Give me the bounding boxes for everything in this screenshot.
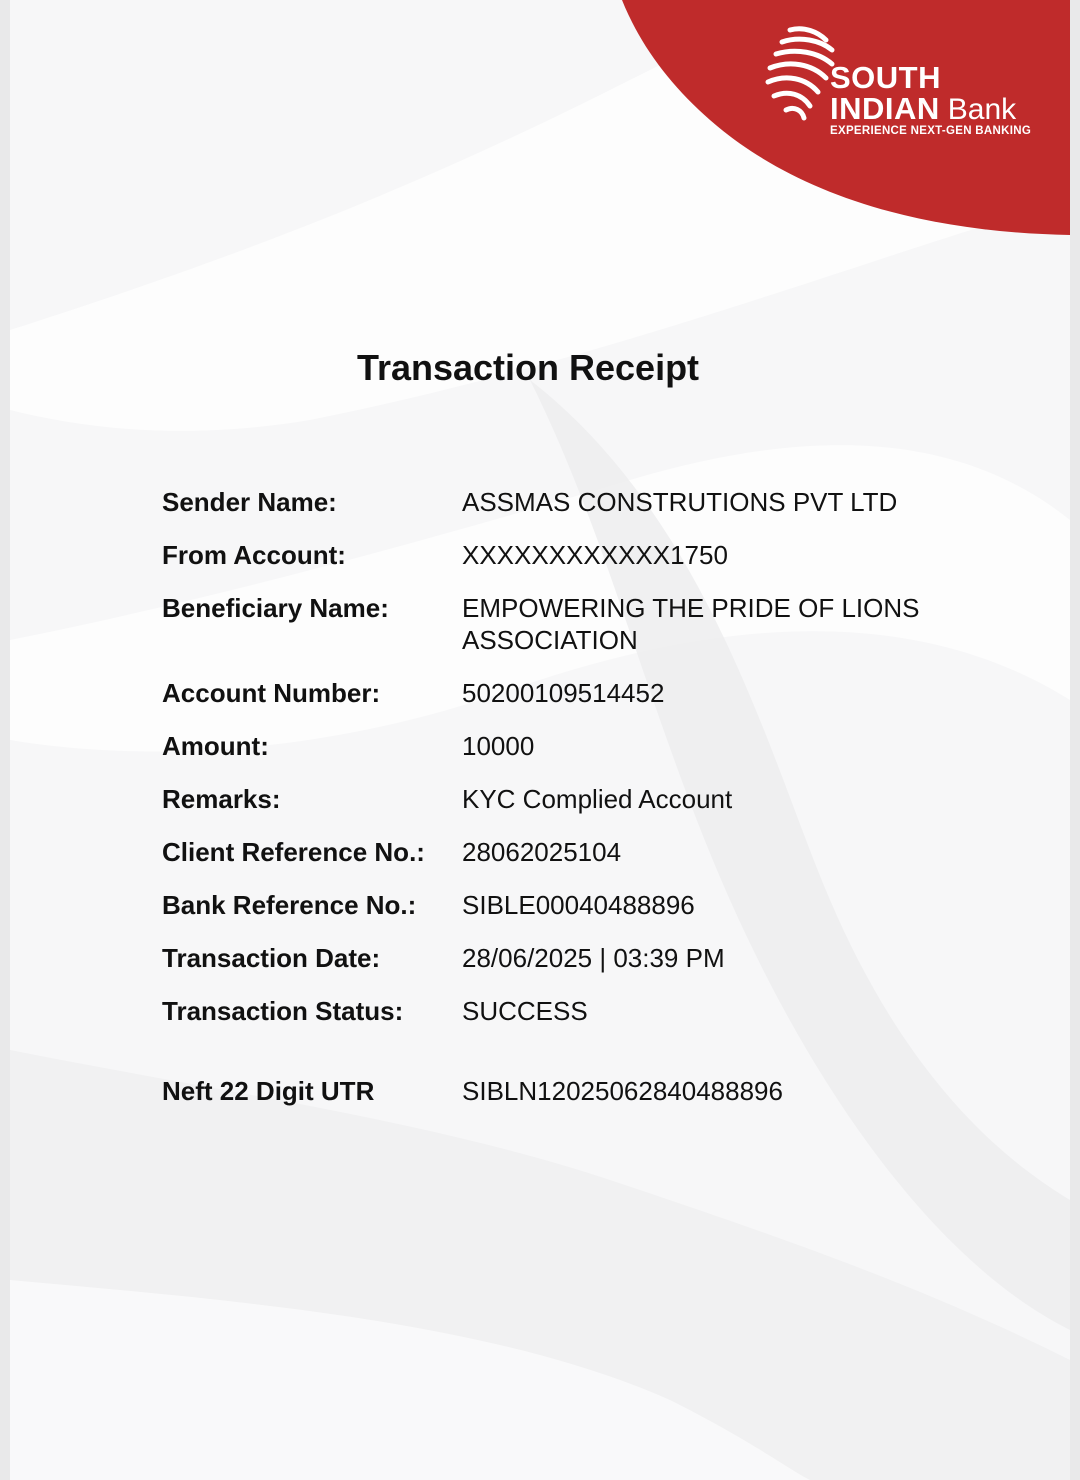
field-row-transaction-date xyxy=(162,942,962,974)
field-row-sender-name xyxy=(162,486,962,518)
field-label: Amount: xyxy=(162,731,269,761)
field-value: 50200109514452 xyxy=(462,678,665,708)
field-value: SIBLN12025062840488896 xyxy=(462,1076,783,1106)
field-value: ASSMAS CONSTRUTIONS PVT LTD xyxy=(462,487,898,517)
field-label: Neft 22 Digit UTR xyxy=(162,1076,375,1106)
field-row-transaction-status xyxy=(162,995,962,1027)
field-row-beneficiary-name xyxy=(162,592,962,656)
field-row-bank-reference xyxy=(162,889,962,921)
bank-name-indian: INDIAN xyxy=(830,91,940,126)
field-value: SIBLE00040488896 xyxy=(462,890,695,920)
field-label: From Account: xyxy=(162,540,346,570)
field-row-amount xyxy=(162,730,962,762)
field-label: Beneficiary Name: xyxy=(162,593,389,623)
field-value: 10000 xyxy=(462,731,535,761)
bank-name-line1: SOUTH xyxy=(830,60,941,95)
field-row-remarks xyxy=(162,783,962,815)
field-label: Transaction Status: xyxy=(162,996,404,1026)
receipt-page xyxy=(10,0,1070,1480)
bank-logo xyxy=(760,22,1060,147)
field-label: Account Number: xyxy=(162,678,381,708)
field-value: SUCCESS xyxy=(462,996,588,1026)
field-value: XXXXXXXXXXXX1750 xyxy=(462,540,728,570)
bank-name-bank: Bank xyxy=(947,93,1017,126)
bank-tagline: EXPERIENCE NEXT-GEN BANKING xyxy=(830,125,1032,137)
bank-map-logo-icon xyxy=(760,22,840,122)
field-value: 28/06/2025 | 03:39 PM xyxy=(462,943,725,973)
field-label: Bank Reference No.: xyxy=(162,890,417,920)
field-value: EMPOWERING THE PRIDE OF LIONS ASSOCIATION xyxy=(462,593,920,655)
receipt-title: Transaction Receipt xyxy=(356,347,700,388)
field-label: Transaction Date: xyxy=(162,943,381,973)
receipt-details xyxy=(162,486,962,1128)
field-value: 28062025104 xyxy=(462,837,622,867)
field-label: Remarks: xyxy=(162,784,281,814)
field-row-from-account xyxy=(162,539,962,571)
field-value: KYC Complied Account xyxy=(462,784,733,814)
field-row-client-reference xyxy=(162,836,962,868)
field-label: Client Reference No.: xyxy=(162,837,425,867)
field-label: Sender Name: xyxy=(162,487,337,517)
field-row-neft-utr xyxy=(162,1075,962,1107)
field-row-account-number xyxy=(162,677,962,709)
